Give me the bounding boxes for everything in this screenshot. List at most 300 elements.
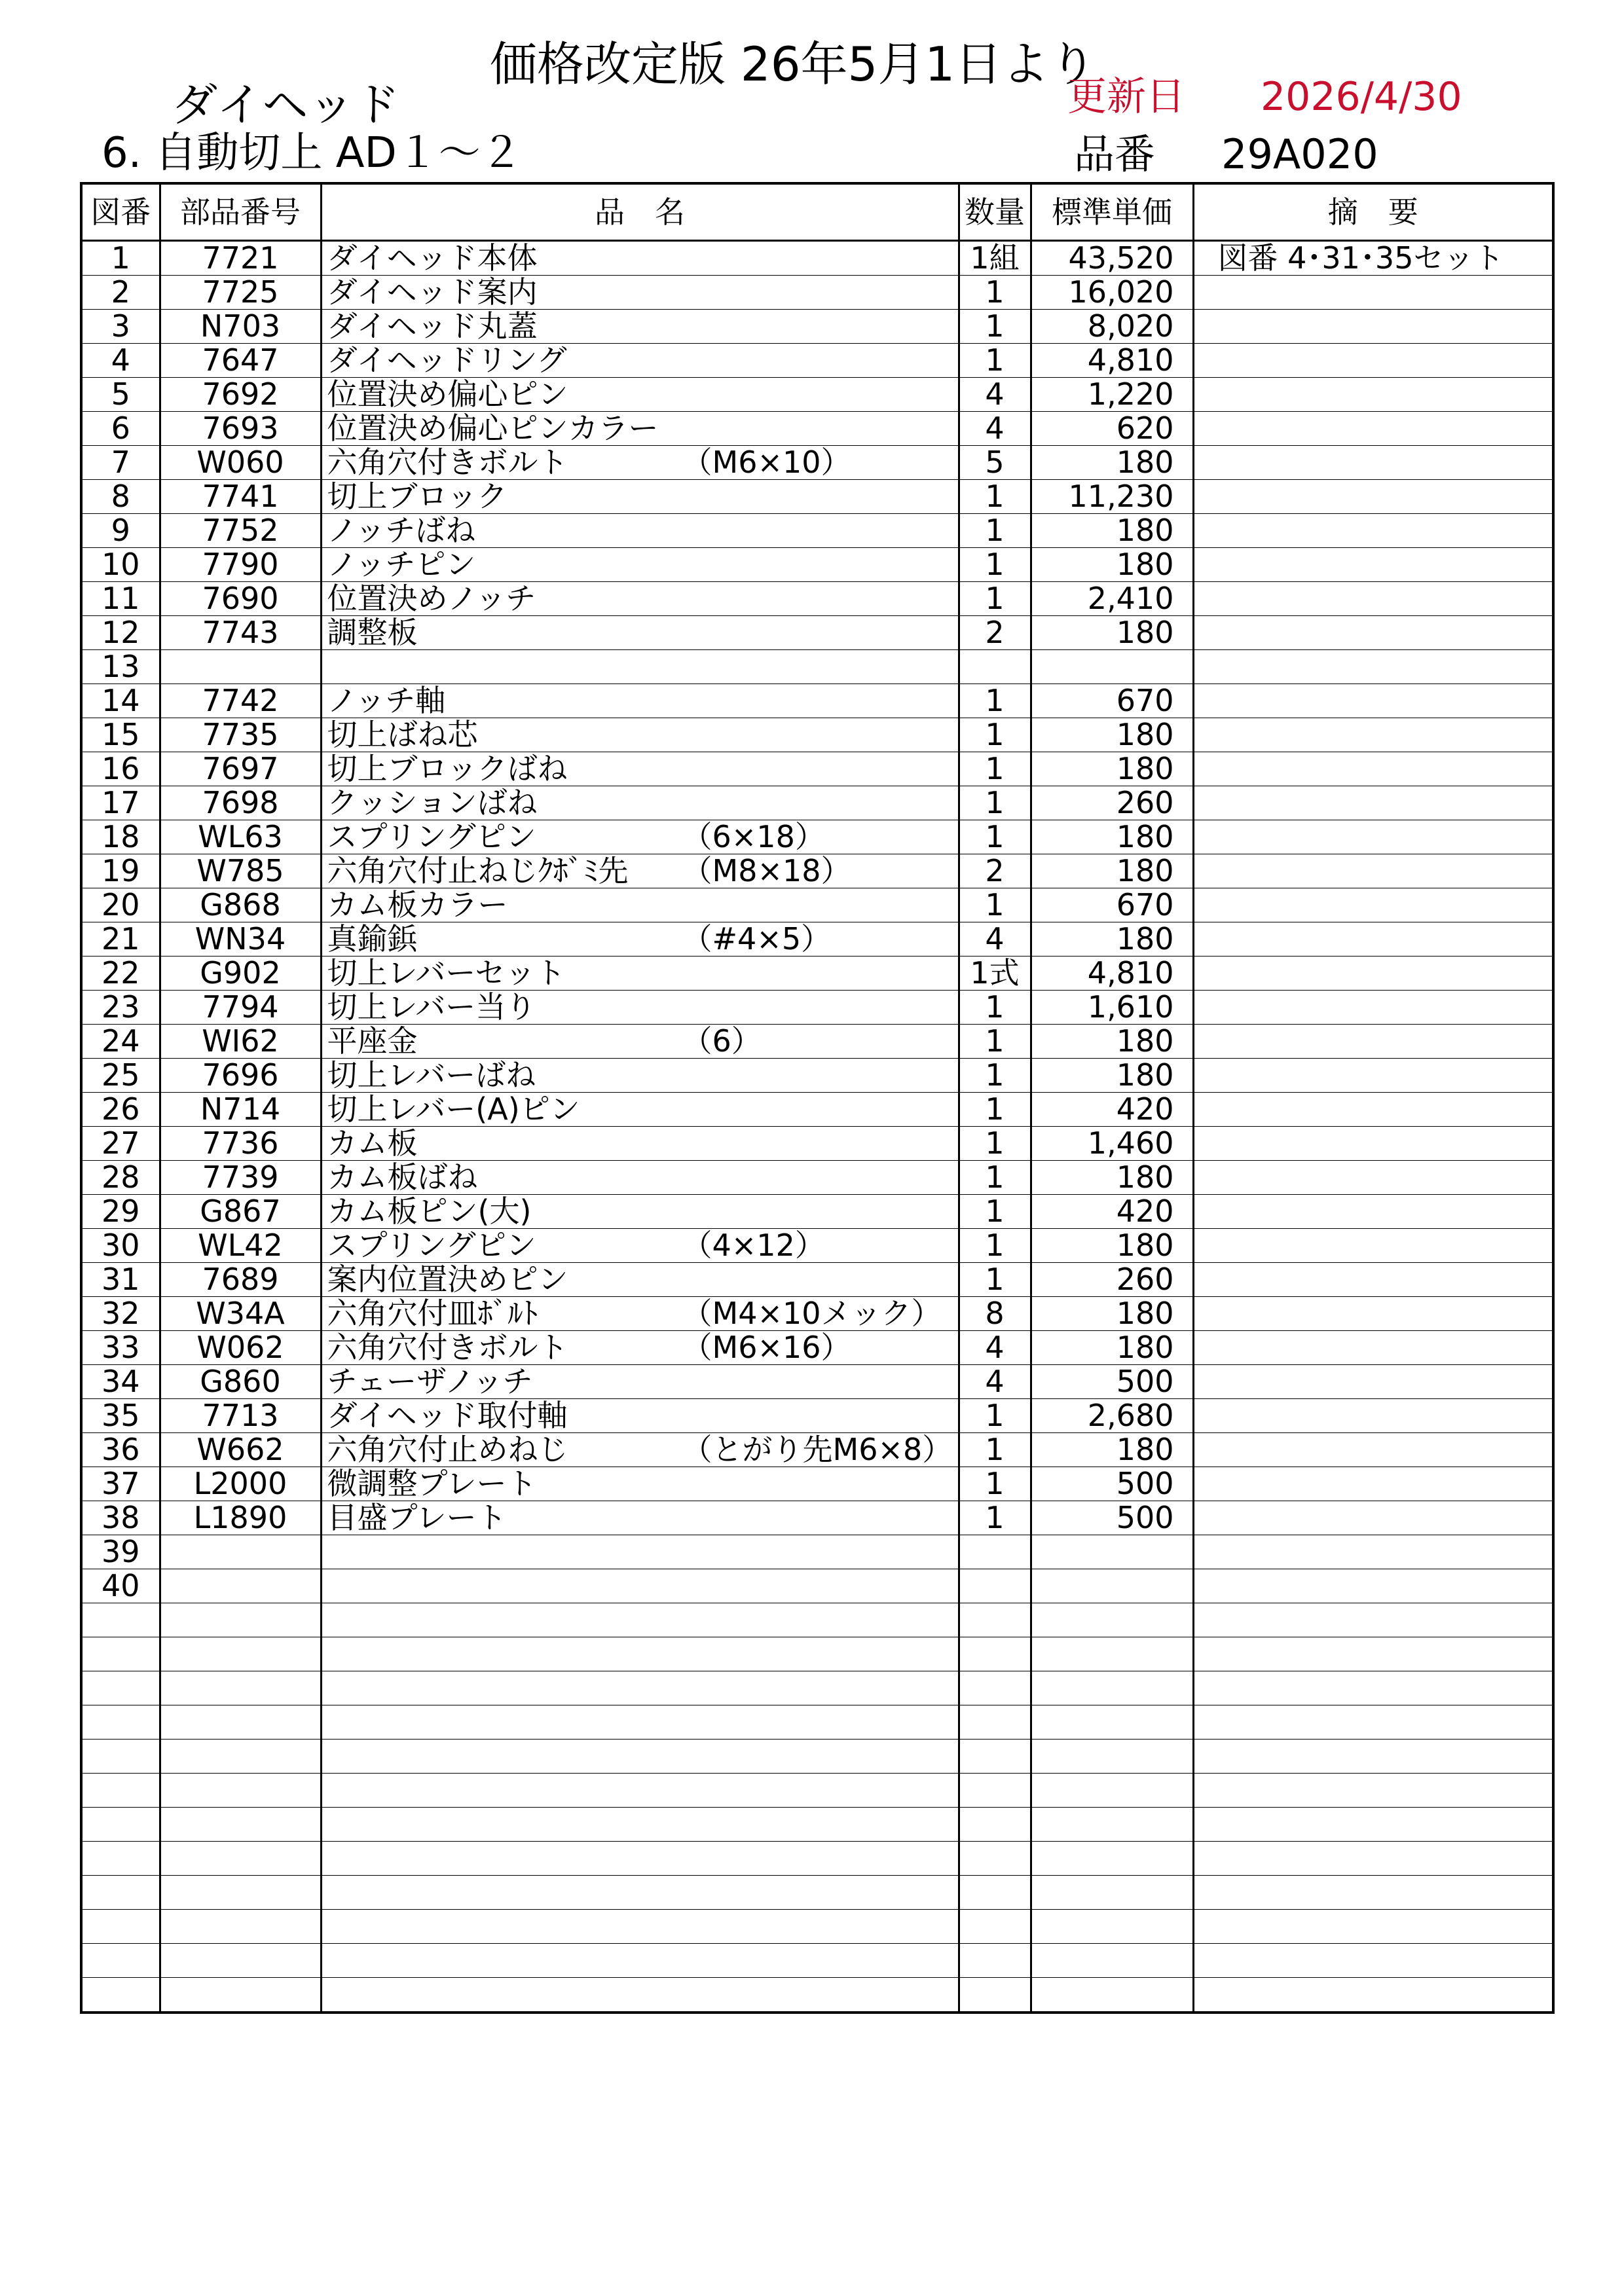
cell-figure-no [81,1671,160,1705]
item-name-text: チェーザノッチ [327,1364,533,1399]
cell-unit-price [1031,1774,1193,1808]
cell-item-name [321,241,959,276]
part-number-value: 29A020 [1221,130,1378,178]
cell-figure-no [81,1774,160,1808]
cell-figure-no: 1 [81,241,160,276]
cell-quantity: 1 [959,582,1031,616]
table-row [81,752,1553,786]
cell-unit-price [1031,1705,1193,1740]
cell-remarks [1193,1093,1553,1127]
cell-remarks [1193,548,1553,582]
cell-unit-price: 180 [1031,718,1193,752]
cell-quantity: 1 [959,684,1031,718]
cell-remarks [1193,1603,1553,1637]
header-part-number: 部品番号 [160,183,321,241]
table-row [81,412,1553,446]
cell-part-number: 7721 [160,241,321,276]
table-row [81,1093,1553,1127]
cell-quantity [959,1876,1031,1910]
cell-unit-price: 11,230 [1031,480,1193,514]
cell-part-number: WL42 [160,1229,321,1263]
cell-item-name [321,1229,959,1263]
table-row [81,1637,1553,1671]
table-row [81,582,1553,616]
cell-remarks [1193,1842,1553,1876]
cell-item-name [321,1569,959,1603]
cell-quantity: 1 [959,718,1031,752]
cell-quantity: 1 [959,310,1031,344]
cell-item-name [321,1603,959,1637]
header-item-name: 品 名 [321,183,959,241]
cell-item-name [321,616,959,650]
cell-remarks [1193,446,1553,480]
header-figure-no: 図番 [81,183,160,241]
cell-remarks [1193,1944,1553,1978]
item-name-text: ノッチばね [327,513,476,548]
item-name-text: 位置決めノッチ [327,581,536,616]
table-row [81,1433,1553,1467]
cell-part-number: G902 [160,957,321,991]
table-row [81,1331,1553,1365]
cell-item-name [321,650,959,684]
cell-figure-no [81,1876,160,1910]
cell-part-number: L2000 [160,1467,321,1501]
cell-part-number: 7736 [160,1127,321,1161]
cell-part-number [160,1535,321,1569]
cell-unit-price: 4,810 [1031,344,1193,378]
cell-figure-no: 24 [81,1025,160,1059]
table-row [81,344,1553,378]
cell-item-name [321,1671,959,1705]
cell-unit-price [1031,1944,1193,1978]
cell-figure-no: 30 [81,1229,160,1263]
item-name-text: スプリングピン [327,820,536,854]
cell-figure-no [81,1842,160,1876]
item-name-text: カム板カラー [327,888,508,922]
cell-unit-price [1031,1910,1193,1944]
cell-item-name [321,854,959,888]
header-unit-price: 標準単価 [1031,183,1193,241]
cell-figure-no: 25 [81,1059,160,1093]
cell-remarks [1193,1637,1553,1671]
cell-item-name [321,1740,959,1774]
cell-unit-price: 180 [1031,1161,1193,1195]
cell-remarks [1193,1297,1553,1331]
cell-figure-no: 33 [81,1331,160,1365]
cell-remarks [1193,1740,1553,1774]
cell-figure-no: 6 [81,412,160,446]
cell-unit-price [1031,1603,1193,1637]
cell-quantity: 1 [959,820,1031,854]
cell-unit-price: 180 [1031,514,1193,548]
item-name-text: 位置決め偏心ピン [327,377,568,412]
item-name-text: 切上レバー(A)ピン [327,1092,580,1127]
cell-figure-no: 15 [81,718,160,752]
cell-quantity [959,650,1031,684]
cell-quantity: 1 [959,1059,1031,1093]
cell-quantity [959,1910,1031,1944]
cell-figure-no [81,1944,160,1978]
cell-part-number: G860 [160,1365,321,1399]
cell-remarks [1193,1025,1553,1059]
cell-quantity [959,1740,1031,1774]
cell-item-name [321,752,959,786]
product-name: ダイヘッド [172,78,400,132]
cell-quantity: 1式 [959,957,1031,991]
cell-figure-no: 3 [81,310,160,344]
cell-quantity: 8 [959,1297,1031,1331]
cell-figure-no [81,1740,160,1774]
cell-figure-no: 35 [81,1399,160,1433]
table-row [81,684,1553,718]
table-row [81,1297,1553,1331]
cell-part-number [160,1671,321,1705]
cell-figure-no: 8 [81,480,160,514]
cell-unit-price [1031,1808,1193,1842]
cell-remarks [1193,514,1553,548]
cell-quantity: 4 [959,922,1031,957]
cell-part-number: W062 [160,1331,321,1365]
cell-quantity: 1組 [959,241,1031,276]
cell-item-name [321,1059,959,1093]
cell-quantity: 4 [959,412,1031,446]
cell-item-name [321,412,959,446]
header-quantity: 数量 [959,183,1031,241]
item-name-text: スプリングピン [327,1228,536,1263]
cell-item-name [321,344,959,378]
cell-unit-price: 180 [1031,1229,1193,1263]
cell-remarks [1193,1808,1553,1842]
cell-figure-no: 23 [81,991,160,1025]
header-remarks: 摘 要 [1193,183,1553,241]
cell-figure-no: 2 [81,276,160,310]
cell-remarks [1193,1365,1553,1399]
cell-quantity [959,1535,1031,1569]
table-row [81,786,1553,820]
table-row [81,922,1553,957]
cell-part-number: 7690 [160,582,321,616]
cell-item-name [321,446,959,480]
cell-part-number: 7743 [160,616,321,650]
cell-remarks [1193,786,1553,820]
cell-quantity [959,1671,1031,1705]
cell-quantity: 1 [959,1161,1031,1195]
cell-unit-price: 16,020 [1031,276,1193,310]
item-name-text: ダイヘッド本体 [327,240,538,276]
cell-part-number: 7689 [160,1263,321,1297]
cell-remarks [1193,1433,1553,1467]
table-row [81,1978,1553,2013]
cell-figure-no: 27 [81,1127,160,1161]
cell-unit-price [1031,1978,1193,2013]
table-row [81,1535,1553,1569]
table-row [81,888,1553,922]
item-spec-text: （M6×10） [682,445,851,480]
item-name-text: 六角穴付止ねじｸﾎﾞﾐ先 [327,854,629,888]
cell-quantity: 2 [959,854,1031,888]
cell-item-name [321,957,959,991]
item-name-text: 切上レバーセット [327,956,566,991]
item-name-text: ノッチピン [327,547,476,582]
cell-unit-price: 2,410 [1031,582,1193,616]
cell-figure-no: 7 [81,446,160,480]
cell-remarks [1193,888,1553,922]
cell-unit-price: 260 [1031,786,1193,820]
cell-quantity [959,1978,1031,2013]
table-row [81,616,1553,650]
cell-unit-price [1031,1671,1193,1705]
cell-part-number [160,1842,321,1876]
item-name-text: 六角穴付きボルト [327,445,568,480]
cell-part-number: 7752 [160,514,321,548]
page-title: 価格改定版 26年5月1日より [490,37,1097,92]
cell-unit-price: 8,020 [1031,310,1193,344]
table-row [81,1569,1553,1603]
parts-table [80,182,1555,2014]
cell-remarks [1193,991,1553,1025]
cell-part-number [160,1910,321,1944]
cell-unit-price: 420 [1031,1093,1193,1127]
item-name-text: クッションばね [327,786,538,820]
cell-item-name [321,718,959,752]
item-spec-text: （M6×16） [682,1330,851,1365]
cell-remarks [1193,650,1553,684]
item-name-text: カム板 [327,1126,418,1161]
cell-figure-no: 26 [81,1093,160,1127]
cell-remarks [1193,344,1553,378]
cell-item-name [321,1467,959,1501]
cell-part-number: N703 [160,310,321,344]
item-name-text: 平座金 [327,1024,418,1059]
cell-unit-price: 180 [1031,752,1193,786]
cell-remarks [1193,752,1553,786]
table-row [81,1365,1553,1399]
cell-unit-price: 4,810 [1031,957,1193,991]
cell-unit-price: 180 [1031,616,1193,650]
item-spec-text: （とがり先M6×8） [682,1432,953,1467]
cell-remarks [1193,1331,1553,1365]
cell-part-number [160,1637,321,1671]
item-name-text: 案内位置決めピン [327,1262,568,1297]
cell-remarks [1193,480,1553,514]
part-number-label: 品番 [1074,130,1156,178]
cell-unit-price [1031,650,1193,684]
cell-quantity: 2 [959,616,1031,650]
cell-figure-no [81,1603,160,1637]
cell-unit-price [1031,1535,1193,1569]
table-header-row [81,183,1553,241]
cell-remarks [1193,1467,1553,1501]
cell-unit-price: 620 [1031,412,1193,446]
cell-unit-price: 670 [1031,888,1193,922]
item-name-text: 目盛プレート [327,1501,507,1535]
cell-item-name [321,1705,959,1740]
cell-item-name [321,1637,959,1671]
cell-figure-no: 38 [81,1501,160,1535]
cell-part-number: W060 [160,446,321,480]
cell-part-number: 7696 [160,1059,321,1093]
cell-part-number: 7697 [160,752,321,786]
table-row [81,1671,1553,1705]
table-row [81,957,1553,991]
cell-part-number: 7741 [160,480,321,514]
cell-remarks [1193,310,1553,344]
cell-item-name [321,1331,959,1365]
item-name-text: 切上ブロックばね [327,752,568,786]
cell-part-number: 7742 [160,684,321,718]
cell-quantity: 4 [959,1331,1031,1365]
table-row [81,718,1553,752]
cell-remarks [1193,616,1553,650]
table-row [81,276,1553,310]
table-row [81,1263,1553,1297]
cell-unit-price [1031,1876,1193,1910]
cell-part-number: G867 [160,1195,321,1229]
cell-figure-no: 21 [81,922,160,957]
cell-item-name [321,1535,959,1569]
cell-quantity: 1 [959,991,1031,1025]
cell-quantity: 1 [959,1195,1031,1229]
cell-quantity [959,1603,1031,1637]
cell-item-name [321,786,959,820]
cell-unit-price [1031,1637,1193,1671]
cell-quantity [959,1944,1031,1978]
cell-remarks [1193,1399,1553,1433]
cell-quantity: 1 [959,1467,1031,1501]
table-row [81,1876,1553,1910]
cell-part-number [160,650,321,684]
cell-figure-no: 36 [81,1433,160,1467]
cell-quantity: 1 [959,1263,1031,1297]
cell-unit-price: 180 [1031,820,1193,854]
cell-unit-price: 1,220 [1031,378,1193,412]
cell-item-name [321,888,959,922]
cell-unit-price: 180 [1031,1433,1193,1467]
table-row [81,1603,1553,1637]
table-row [81,1808,1553,1842]
cell-remarks [1193,1161,1553,1195]
cell-remarks [1193,1876,1553,1910]
cell-figure-no: 13 [81,650,160,684]
cell-figure-no: 37 [81,1467,160,1501]
cell-item-name [321,1127,959,1161]
table-row [81,1705,1553,1740]
cell-item-name [321,1365,959,1399]
item-name-text: 位置決め偏心ピンカラー [327,411,659,446]
cell-figure-no: 34 [81,1365,160,1399]
cell-part-number: W785 [160,854,321,888]
cell-figure-no: 11 [81,582,160,616]
cell-unit-price: 1,460 [1031,1127,1193,1161]
table-row [81,1467,1553,1501]
cell-figure-no [81,1910,160,1944]
cell-quantity: 1 [959,1501,1031,1535]
cell-figure-no: 12 [81,616,160,650]
cell-part-number: N714 [160,1093,321,1127]
cell-remarks [1193,1195,1553,1229]
cell-remarks [1193,718,1553,752]
cell-item-name [321,820,959,854]
cell-unit-price: 260 [1031,1263,1193,1297]
cell-quantity: 1 [959,752,1031,786]
cell-part-number: 7790 [160,548,321,582]
item-name-text: 六角穴付止めねじ [327,1432,568,1467]
cell-item-name [321,1025,959,1059]
cell-quantity: 1 [959,1025,1031,1059]
item-spec-text: （4×12） [682,1228,825,1263]
cell-unit-price: 43,520 [1031,241,1193,276]
cell-part-number: 7713 [160,1399,321,1433]
cell-part-number [160,1705,321,1740]
table-row [81,1127,1553,1161]
cell-quantity [959,1569,1031,1603]
table-row [81,1195,1553,1229]
cell-unit-price: 670 [1031,684,1193,718]
cell-part-number [160,1876,321,1910]
table-row [81,1501,1553,1535]
item-name-text: 切上ばね芯 [327,718,478,752]
cell-quantity: 1 [959,1093,1031,1127]
cell-unit-price: 180 [1031,1025,1193,1059]
cell-part-number [160,1569,321,1603]
cell-remarks [1193,276,1553,310]
cell-figure-no: 19 [81,854,160,888]
table-row [81,1025,1553,1059]
cell-item-name [321,1774,959,1808]
table-row [81,650,1553,684]
cell-item-name [321,378,959,412]
cell-part-number: W34A [160,1297,321,1331]
cell-quantity: 1 [959,1229,1031,1263]
cell-quantity: 1 [959,786,1031,820]
cell-part-number [160,1740,321,1774]
cell-quantity: 1 [959,1127,1031,1161]
cell-item-name [321,1297,959,1331]
table-row [81,1842,1553,1876]
cell-remarks: 図番 4･31･35セット [1193,241,1553,276]
cell-quantity [959,1637,1031,1671]
item-name-text: 切上レバー当り [327,990,536,1025]
updated-label: 更新日 [1067,74,1185,120]
cell-item-name [321,1944,959,1978]
cell-figure-no: 40 [81,1569,160,1603]
item-spec-text: （6） [682,1024,762,1059]
cell-remarks [1193,820,1553,854]
item-name-text: 切上レバーばね [327,1058,536,1093]
item-name-text: 切上ブロック [327,479,507,514]
cell-remarks [1193,412,1553,446]
cell-quantity: 1 [959,888,1031,922]
cell-remarks [1193,854,1553,888]
table-row [81,854,1553,888]
cell-item-name [321,582,959,616]
cell-part-number: 7794 [160,991,321,1025]
cell-item-name [321,1399,959,1433]
cell-part-number [160,1603,321,1637]
cell-item-name [321,548,959,582]
cell-remarks [1193,1910,1553,1944]
cell-part-number: 7698 [160,786,321,820]
cell-item-name [321,1263,959,1297]
cell-unit-price: 2,680 [1031,1399,1193,1433]
cell-figure-no: 29 [81,1195,160,1229]
cell-remarks [1193,1229,1553,1263]
cell-quantity: 5 [959,446,1031,480]
cell-remarks [1193,1263,1553,1297]
item-name-text: 六角穴付皿ﾎﾞﾙﾄ [327,1296,538,1331]
table-row [81,1161,1553,1195]
cell-item-name [321,1501,959,1535]
